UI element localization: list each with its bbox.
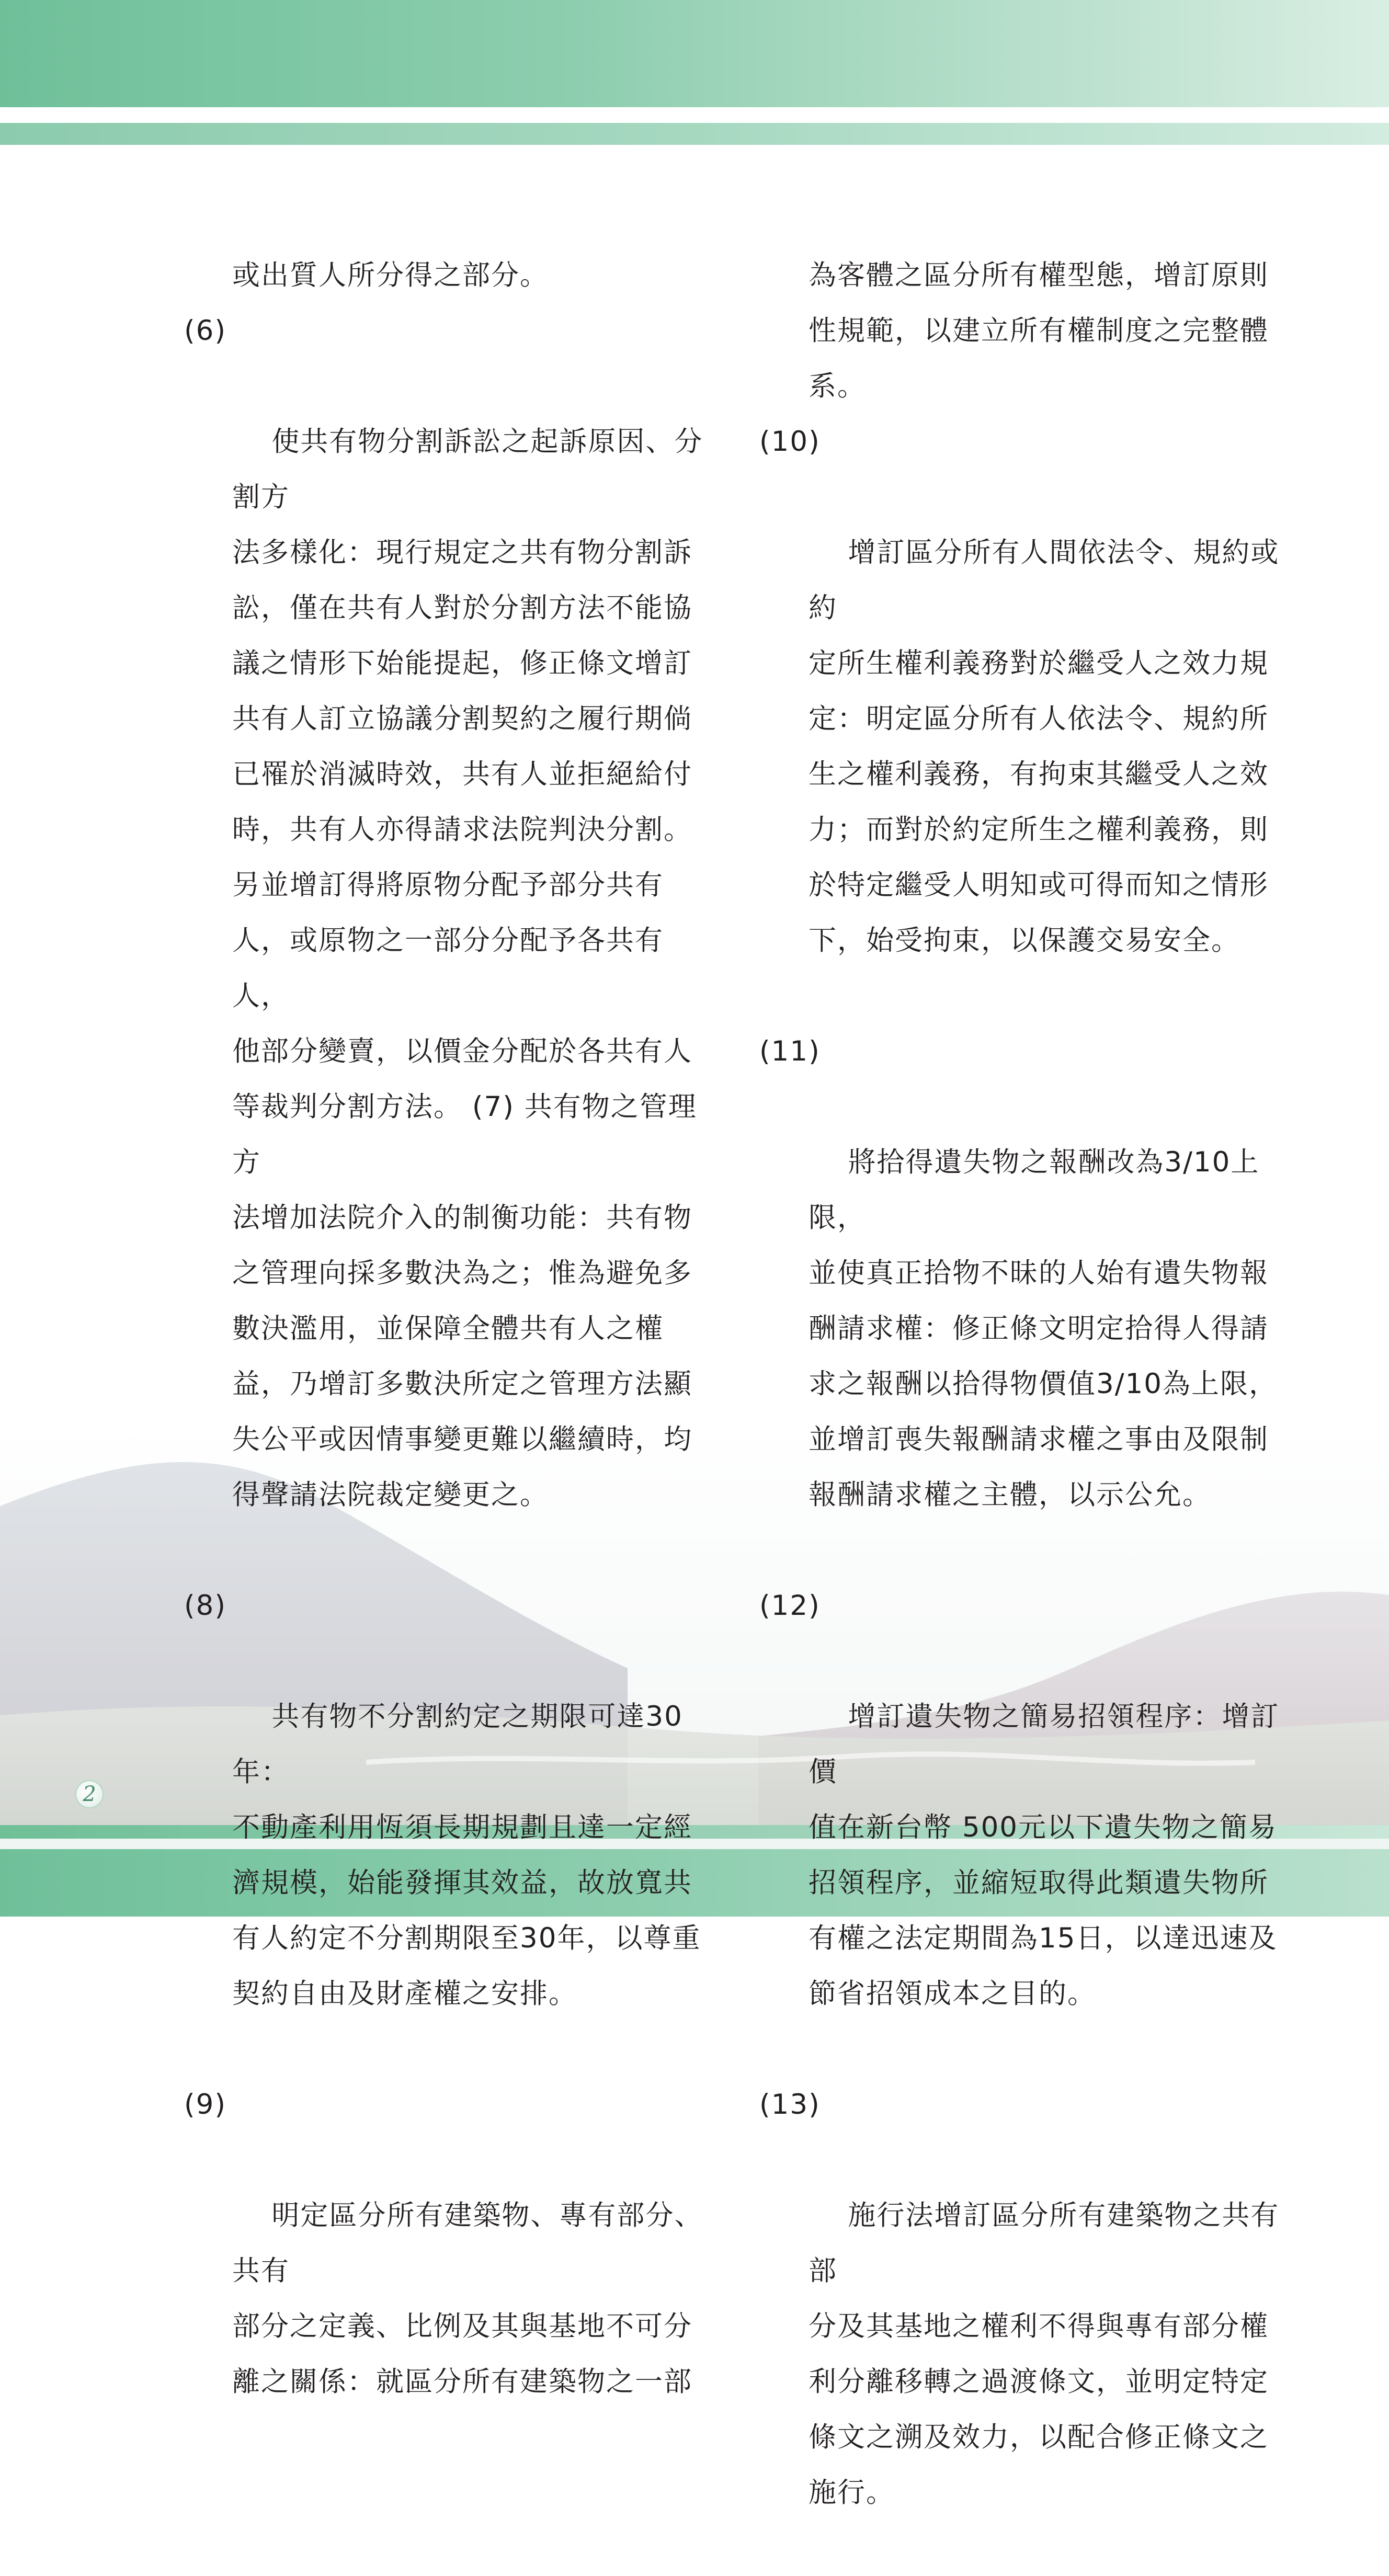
list-item-text: 將拾得遺失物之報酬改為3/10上限， 並使真正拾物不昧的人始有遺失物報 酬請求權：修正條文明定拾得人得請 求之報酬以拾得物價值3/10為上限， 並增訂喪失報酬請求權之事由及限制 報酬請求權之主體，以示公允。 [809, 1146, 1278, 1511]
list-item-number: (8) [184, 1590, 227, 1622]
list-item-text: 增訂區分所有人間依法令、規約或約 定所生權利義務對於繼受人之效力規 定：明定區分所有人依法令、規約所 生之權利義務，有拘束其繼受人之效 力；而對於約定所生之權利義務，則 於特定繼受人明知或可得而知之情形 下，始受拘束，以保護交易安全。 [809, 537, 1280, 956]
right-continuation-text: 為客體之區分所有權型態，增訂原則 性規範，以建立所有權制度之完整體 系。 [809, 259, 1269, 402]
list-item-number: (6) [184, 315, 227, 347]
list-item-11 [759, 1024, 1282, 1578]
list-item-8 [184, 1578, 710, 2077]
list-item-9 [184, 2077, 710, 2465]
list-item-number: (10) [759, 426, 821, 458]
list-item-6 [184, 303, 710, 1578]
right-column [759, 248, 1282, 2576]
left-column [184, 248, 710, 2465]
list-item-text: 施行法增訂區分所有建築物之共有部 分及其基地之權利不得與專有部分權 利分離移轉之過渡條文，並明定特定 條文之溯及效力，以配合修正條文之 施行。 [809, 2199, 1280, 2509]
list-item-number: (13) [759, 2089, 821, 2121]
list-item-text: 明定區分所有建築物、專有部分、共有 部分之定義、比例及其與基地不可分 離之關係：就區分所有建築物之一部 [232, 2199, 703, 2398]
header-band [0, 0, 1389, 107]
list-item-number: (12) [759, 1590, 821, 1622]
header-gap [0, 107, 1389, 123]
list-item-12 [759, 1578, 1282, 2077]
list-item-13 [759, 2077, 1282, 2576]
list-item-text: 使共有物分割訴訟之起訴原因、分割方 法多樣化：現行規定之共有物分割訴 訟，僅在共有人對於分割方法不能協 議之情形下始能提起，修正條文增訂 共有人訂立協議分割契約之履行期倘 已罹於消滅時效，共有人並拒絕給付 時，共有人亦得請求法院判決分割。 另並增訂得將原物分配予部分共有 人，或原物之一部分分配予各共有人， 他部分變賣，以價金分配於各共有人 等裁判分割方法。 (7) 共有物之管理方 法增加法院介入的制衡功能：共有物 之管理向採多數決為之；惟為避免多 數決濫用，並保障全體共有人之權 益，乃增訂多數決所定之管理方法顯 失公平或因情事變更難以繼續時，均 得聲請法院裁定變更之。 [232, 426, 703, 1511]
left-continuation-text: 或出質人所分得之部分。 [232, 259, 549, 291]
list-item-number: (11) [759, 1035, 821, 1067]
list-item-text: 增訂遺失物之簡易招領程序：增訂價 值在新台幣 500元以下遺失物之簡易 招領程序，並縮短取得此類遺失物所 有權之法定期間為15日，以達迅速及 節省招領成本之目的。 [809, 1701, 1280, 2010]
list-item-text: 共有物不分割約定之期限可達30年： 不動產利用恆須長期規劃且達一定經 濟規模，始能發揮其效益，故放寬共 有人約定不分割期限至30年，以尊重 契約自由及財產權之安排。 [232, 1701, 701, 2010]
page-number: 2 [75, 1780, 104, 1808]
list-item-number: (9) [184, 2089, 227, 2121]
header-stripe [0, 123, 1389, 145]
list-item-10 [759, 414, 1282, 1024]
